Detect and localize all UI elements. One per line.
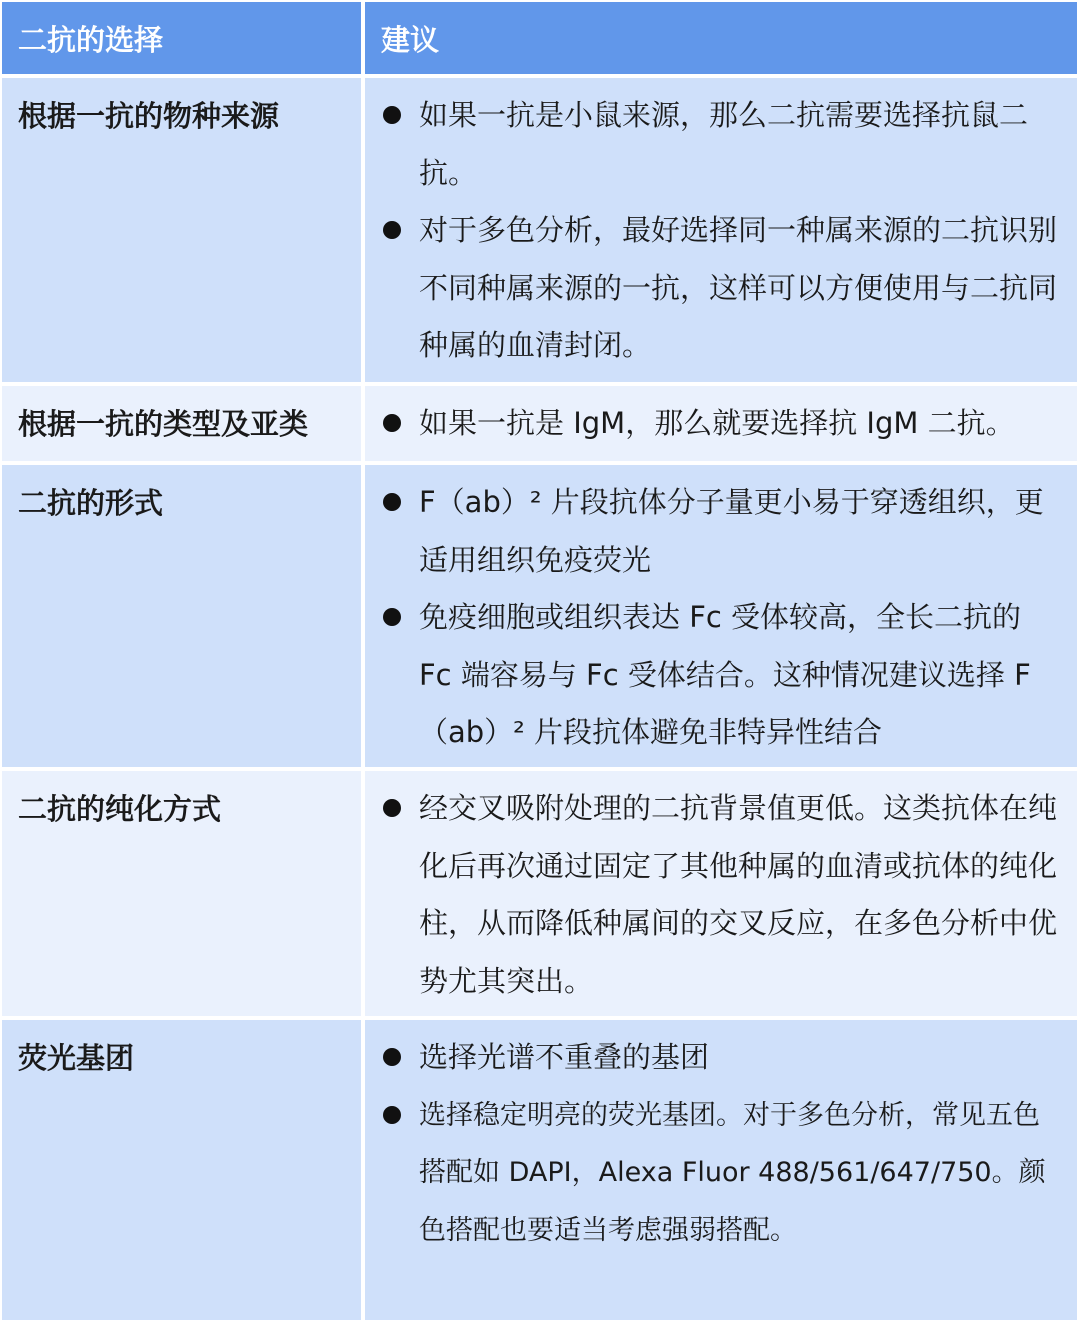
row-label-purification: 二抗的纯化方式	[2, 771, 361, 1016]
row-advice-type	[365, 386, 1077, 461]
header-col-selection: 二抗的选择	[2, 2, 361, 74]
antibody-selection-table	[2, 2, 1077, 1316]
row-label-format: 二抗的形式	[2, 465, 361, 767]
list-item: 经交叉吸附处理的二抗背景值更低。这类抗体在纯化后再次通过固定了其他种属的血清或抗体的纯化柱，从而降低种属间的交叉反应，在多色分析中优势尤其突出。	[381, 780, 1061, 1010]
list-item: F（ab）² 片段抗体分子量更小易于穿透组织，更适用组织免疫荧光	[381, 474, 1061, 589]
list-item: 免疫细胞或组织表达 Fc 受体较高，全长二抗的 Fc 端容易与 Fc 受体结合。这种情况建议选择 F（ab）² 片段抗体避免非特异性结合	[381, 589, 1061, 762]
list-item: 选择光谱不重叠的基团	[381, 1029, 1061, 1087]
header-col-advice: 建议	[365, 2, 1077, 74]
list-item: 对于多色分析，最好选择同一种属来源的二抗识别不同种属来源的一抗，这样可以方便使用与二抗同种属的血清封闭。	[381, 202, 1061, 375]
row-label-species: 根据一抗的物种来源	[2, 78, 361, 382]
row-advice-fluorophore	[365, 1020, 1077, 1320]
row-advice-species	[365, 78, 1077, 382]
row-label-type: 根据一抗的类型及亚类	[2, 386, 361, 461]
list-item: 如果一抗是小鼠来源，那么二抗需要选择抗鼠二抗。	[381, 87, 1061, 202]
row-advice-format	[365, 465, 1077, 767]
list-item: 选择稳定明亮的荧光基团。对于多色分析，常见五色搭配如 DAPI，Alexa Fluor 488/561/647/750。颜色搭配也要适当考虑强弱搭配。	[381, 1087, 1061, 1260]
row-label-fluorophore: 荧光基团	[2, 1020, 361, 1320]
list-item: 如果一抗是 IgM，那么就要选择抗 IgM 二抗。	[381, 395, 1061, 453]
row-advice-purification	[365, 771, 1077, 1016]
